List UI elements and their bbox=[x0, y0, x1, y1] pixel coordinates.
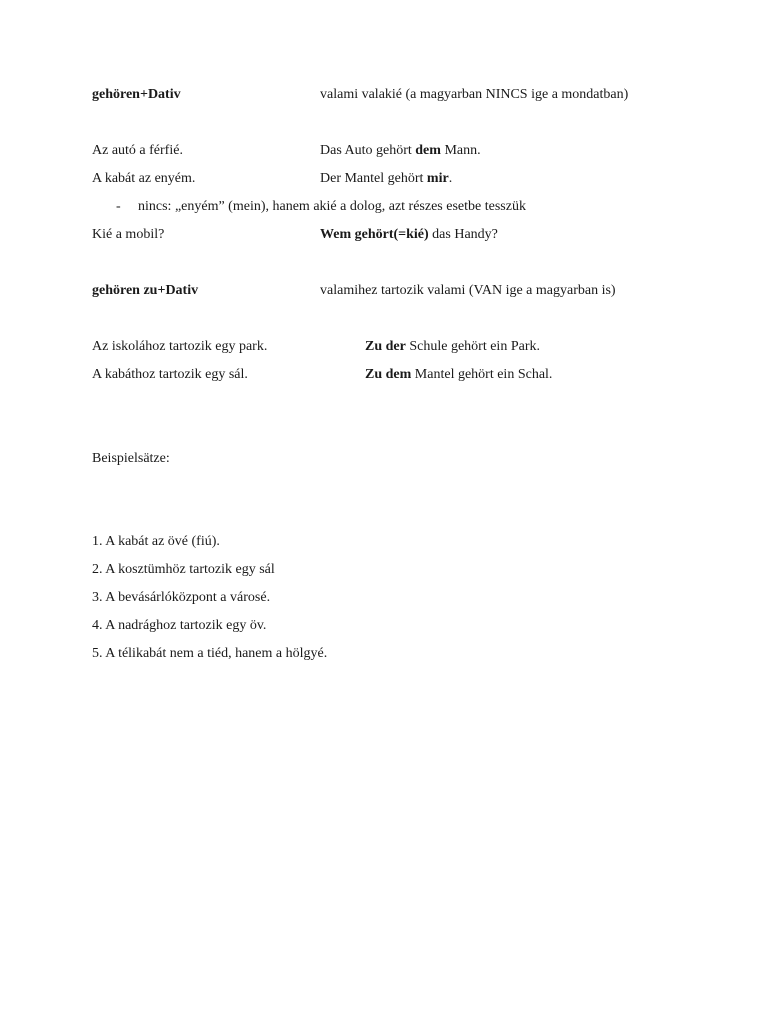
example-item-5: 5. A télikabát nem a tiéd, hanem a hölgyé. bbox=[92, 646, 328, 661]
section1-heading: gehören+Dativ bbox=[92, 87, 181, 102]
example-item-1: 1. A kabát az övé (fiú). bbox=[92, 534, 220, 549]
section2-heading-desc: valamihez tartozik valami (VAN ige a magyarban is) bbox=[320, 283, 616, 298]
example-item-2: 2. A kosztümhöz tartozik egy sál bbox=[92, 562, 275, 577]
note-dash: - bbox=[116, 199, 121, 214]
section1-row2-hu: A kabát az enyém. bbox=[92, 171, 196, 186]
question-de: Wem gehört(=kié) das Handy? bbox=[320, 227, 498, 242]
section1-row1-de: Das Auto gehört dem Mann. bbox=[320, 143, 481, 158]
examples-title: Beispielsätze: bbox=[92, 451, 170, 466]
section1-row1-hu: Az autó a férfié. bbox=[92, 143, 183, 158]
section2-row2-hu: A kabáthoz tartozik egy sál. bbox=[92, 367, 248, 382]
section2-row2-de: Zu dem Mantel gehört ein Schal. bbox=[365, 367, 553, 382]
note-text: nincs: „enyém” (mein), hanem akié a dolog, azt részes esetbe tesszük bbox=[138, 199, 526, 214]
example-item-4: 4. A nadrághoz tartozik egy öv. bbox=[92, 618, 267, 633]
section2-heading: gehören zu+Dativ bbox=[92, 283, 199, 298]
section2-row1-hu: Az iskolához tartozik egy park. bbox=[92, 339, 268, 354]
section2-row1-de: Zu der Schule gehört ein Park. bbox=[365, 339, 540, 354]
question-hu: Kié a mobil? bbox=[92, 227, 165, 242]
section1-heading-desc: valami valakié (a magyarban NINCS ige a mondatban) bbox=[320, 87, 629, 102]
example-item-3: 3. A bevásárlóközpont a városé. bbox=[92, 590, 271, 605]
section1-row2-de: Der Mantel gehört mir. bbox=[320, 171, 453, 186]
